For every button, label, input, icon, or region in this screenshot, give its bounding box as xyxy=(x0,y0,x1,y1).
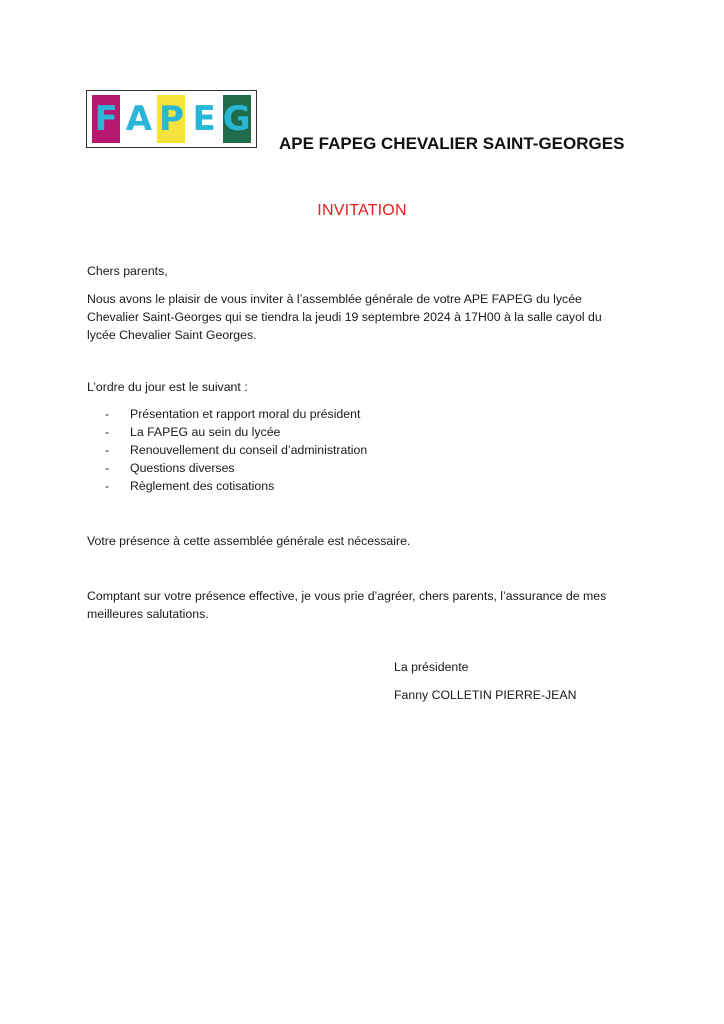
bullet-dash: - xyxy=(105,461,110,475)
intro-paragraph xyxy=(87,290,602,344)
logo-letter-g: G xyxy=(223,95,251,143)
agenda-item xyxy=(87,477,367,495)
closing-paragraph xyxy=(87,587,606,623)
agenda-item-text: Présentation et rapport moral du président xyxy=(130,407,361,421)
salutation: Chers parents, xyxy=(87,264,168,278)
agenda-intro: L’ordre du jour est le suivant : xyxy=(87,380,248,394)
logo-letter-p: P xyxy=(157,95,185,143)
agenda-item xyxy=(87,441,367,459)
agenda-item-text: Renouvellement du conseil d’administration xyxy=(130,443,368,457)
closing-line: Comptant sur votre présence effective, je vous prie d’agréer, chers parents, l’assurance de mes xyxy=(87,589,607,603)
closing-line: meilleures salutations. xyxy=(87,607,209,621)
intro-line: Chevalier Saint-Georges qui se tiendra la jeudi 19 septembre 2024 à 17H00 à la salle cayol du xyxy=(87,310,602,324)
bullet-dash: - xyxy=(105,407,110,421)
agenda-item xyxy=(87,405,367,423)
signature-role: La présidente xyxy=(394,660,469,674)
agenda-item xyxy=(87,459,367,477)
agenda-list xyxy=(87,405,367,495)
bullet-dash: - xyxy=(105,479,110,493)
bullet-dash: - xyxy=(105,425,110,439)
document-heading: INVITATION xyxy=(317,202,407,219)
intro-line: lycée Chevalier Saint Georges. xyxy=(87,328,257,342)
agenda-item-text: La FAPEG au sein du lycée xyxy=(130,425,281,439)
logo-letter-a: A xyxy=(125,95,153,143)
presence-note: Votre présence à cette assemblée générale est nécessaire. xyxy=(87,534,411,548)
signature-name: Fanny COLLETIN PIERRE-JEAN xyxy=(394,688,577,702)
fapeg-logo xyxy=(86,90,257,148)
logo-letter-f: F xyxy=(92,95,120,143)
organization-title: APE FAPEG CHEVALIER SAINT-GEORGES xyxy=(279,134,625,153)
agenda-item-text: Questions diverses xyxy=(130,461,235,475)
logo-letter-e: E xyxy=(190,95,218,143)
bullet-dash: - xyxy=(105,443,110,457)
agenda-item xyxy=(87,423,367,441)
intro-line: Nous avons le plaisir de vous inviter à l’assemblée générale de votre APE FAPEG du lycée xyxy=(87,292,582,306)
agenda-item-text: Règlement des cotisations xyxy=(130,479,275,493)
